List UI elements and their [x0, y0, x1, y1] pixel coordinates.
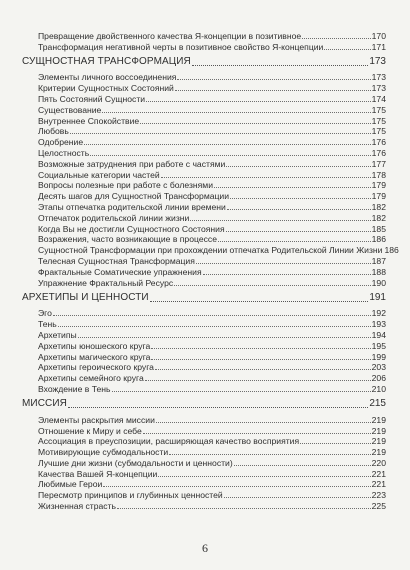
- entry-page-number: 175: [371, 115, 386, 126]
- entry-title: Одобрение: [38, 137, 84, 148]
- section-heading: [22, 290, 386, 304]
- entry-title: Критерии Сущностных Состояний: [38, 83, 174, 94]
- toc-entry: [22, 277, 386, 288]
- section-title: МИССИЯ: [22, 397, 67, 409]
- dot-leader: [230, 198, 371, 199]
- toc-entry: [22, 329, 386, 340]
- dot-leader: [226, 231, 371, 232]
- dot-leader: [140, 123, 370, 124]
- entry-title: Этапы отпечатка родительской линии времени: [38, 201, 226, 212]
- toc-entry: [22, 223, 386, 234]
- entry-title: Мотивирующие субмодальности: [38, 447, 169, 458]
- dot-leader: [300, 443, 371, 444]
- dot-leader: [103, 486, 370, 487]
- entry-title: Телесная Сущностная Трансформация: [38, 255, 195, 266]
- dot-leader: [155, 369, 371, 370]
- toc-entry: [22, 446, 386, 457]
- entry-title: Пересмотр принципов и глубинных ценностей: [38, 490, 223, 501]
- entry-page-number: 203: [371, 362, 386, 373]
- entry-title: Отпечаток родительской линии жизни: [38, 212, 190, 223]
- toc-entry: [22, 372, 386, 383]
- toc-entry: [22, 479, 386, 490]
- dot-leader: [190, 220, 370, 221]
- entry-page-number: 192: [371, 308, 386, 319]
- entry-page-number: 206: [371, 373, 386, 384]
- dot-leader: [151, 348, 370, 349]
- entry-title: Упражнение Фрактальный Ресурс: [38, 277, 174, 288]
- entry-title: Архетипы героического круга: [38, 362, 154, 373]
- toc-entry: [22, 468, 386, 479]
- dot-leader: [234, 465, 371, 466]
- entry-page-number: 187: [371, 255, 386, 266]
- toc-entry: [22, 115, 386, 126]
- dot-leader: [174, 285, 371, 286]
- entry-title: Возражения, часто возникающие в процессе: [38, 234, 217, 245]
- toc-entry: [22, 169, 386, 180]
- entry-page-number: 193: [371, 319, 386, 330]
- entry-page-number: 199: [371, 351, 386, 362]
- dot-leader: [192, 65, 368, 66]
- entry-title: Жизненная страсть: [38, 501, 117, 512]
- dot-leader: [227, 209, 371, 210]
- dot-leader: [156, 422, 371, 423]
- entry-page-number: 186: [384, 245, 399, 256]
- entry-title: Фрактальные Соматические упражнения: [38, 266, 202, 277]
- entry-page-number: 220: [371, 457, 386, 468]
- toc-entry: [22, 201, 386, 212]
- entry-title: Любовь: [38, 126, 69, 137]
- toc-entry: [22, 362, 386, 373]
- toc-entry: [22, 136, 386, 147]
- entry-page-number: 174: [371, 93, 386, 104]
- toc-entry: [22, 318, 386, 329]
- entry-page-number: 219: [371, 414, 386, 425]
- entry-page-number: 191: [369, 291, 386, 303]
- entry-title: Архетипы семейного круга: [38, 373, 144, 384]
- entry-title: Архетипы юношеского круга: [38, 340, 151, 351]
- toc-entry: [22, 234, 386, 245]
- entry-title: Эго: [38, 308, 52, 319]
- entry-title: Возможные затруднения при работе с частями: [38, 158, 226, 169]
- dot-leader: [151, 359, 370, 360]
- dot-leader: [324, 49, 370, 50]
- dot-leader: [78, 337, 371, 338]
- dot-leader: [112, 391, 371, 392]
- entry-title: Превращение двойственного качества Я-концепции в позитивное: [38, 30, 302, 41]
- entry-page-number: 195: [371, 340, 386, 351]
- entry-title: Архетипы магического круга: [38, 351, 151, 362]
- dot-leader: [158, 476, 370, 477]
- section-heading: [22, 54, 386, 68]
- toc-entry: [22, 457, 386, 468]
- toc-entry: [22, 212, 386, 223]
- entry-page-number: 223: [371, 490, 386, 501]
- dot-leader: [102, 112, 370, 113]
- toc-entry: [22, 266, 386, 277]
- toc-entry: [22, 147, 386, 158]
- dot-leader: [224, 497, 371, 498]
- section-title: СУЩНОСТНАЯ ТРАНСФОРМАЦИЯ: [22, 55, 191, 67]
- entry-page-number: 188: [371, 266, 386, 277]
- entry-title: Тень: [38, 319, 57, 330]
- entry-page-number: 221: [371, 479, 386, 490]
- entry-title: Трансформация негативной черты в позитивное свойство Я-концепции: [38, 41, 324, 52]
- toc-entry: [22, 180, 386, 191]
- dot-leader: [169, 454, 370, 455]
- entry-page-number: 173: [371, 83, 386, 94]
- dot-leader: [58, 326, 371, 327]
- dot-leader: [117, 508, 371, 509]
- toc-entry: [22, 414, 386, 425]
- entry-page-number: 175: [371, 126, 386, 137]
- toc-entry: [22, 425, 386, 436]
- entry-page-number: 170: [371, 30, 386, 41]
- entry-title: Пять Состояний Сущности: [38, 93, 146, 104]
- toc-entry: [22, 104, 386, 115]
- entry-page-number: 179: [371, 180, 386, 191]
- toc-entry: [22, 500, 386, 511]
- entry-title: Вопросы полезные при работе с болезнями: [38, 180, 214, 191]
- entry-title: Элементы личного воссоединения: [38, 72, 177, 83]
- entry-title: Ассоциация в преуспозиции, расширяющая качество восприятия: [38, 436, 300, 447]
- entry-page-number: 182: [371, 201, 386, 212]
- toc-entry: [22, 30, 386, 41]
- dot-leader: [150, 301, 369, 302]
- toc-entry: [22, 158, 386, 169]
- dot-leader: [302, 38, 370, 39]
- entry-page-number: 176: [371, 147, 386, 158]
- entry-title: Качества Вашей Я-концепции: [38, 468, 158, 479]
- section-title: АРХЕТИПЫ И ЦЕННОСТИ: [22, 291, 149, 303]
- entry-page-number: 210: [371, 383, 386, 394]
- entry-page-number: 178: [371, 169, 386, 180]
- toc-entry: [22, 41, 386, 52]
- dot-leader: [218, 241, 371, 242]
- entry-page-number: 173: [371, 72, 386, 83]
- entry-title: Целостность: [38, 147, 90, 158]
- dot-leader: [84, 144, 371, 145]
- entry-title: Элементы раскрытия миссии: [38, 414, 155, 425]
- dot-leader: [196, 263, 371, 264]
- entry-title: Сущностной Трансформации при прохождении отпечатка Родительской Линии Жизни: [38, 245, 383, 256]
- section-heading: [22, 396, 386, 410]
- dot-leader: [226, 166, 370, 167]
- entry-page-number: 176: [371, 137, 386, 148]
- dot-leader: [145, 380, 371, 381]
- dot-leader: [68, 407, 368, 408]
- toc-entry: [22, 72, 386, 83]
- toc-entry: [22, 244, 399, 256]
- entry-title: Вхождение в Тень: [38, 383, 111, 394]
- dot-leader: [175, 90, 371, 91]
- dot-leader: [177, 79, 370, 80]
- entry-page-number: 215: [369, 397, 386, 409]
- entry-page-number: 179: [371, 191, 386, 202]
- entry-page-number: 219: [371, 436, 386, 447]
- entry-page-number: 219: [371, 425, 386, 436]
- dot-leader: [161, 177, 371, 178]
- entry-title: Десять шагов для Сущностной Трансформации: [38, 191, 230, 202]
- entry-page-number: 171: [371, 41, 386, 52]
- entry-page-number: 225: [371, 501, 386, 512]
- entry-page-number: 194: [371, 329, 386, 340]
- toc-entry: [22, 255, 386, 266]
- entry-page-number: 186: [371, 234, 386, 245]
- table-of-contents: [22, 30, 399, 512]
- entry-page-number: 177: [371, 158, 386, 169]
- dot-leader: [214, 187, 371, 188]
- toc-entry: [22, 383, 386, 394]
- entry-title: Существование: [38, 104, 102, 115]
- toc-entry: [22, 436, 386, 447]
- entry-title: Когда Вы не достигли Сущностного Состояния: [38, 223, 225, 234]
- dot-leader: [203, 274, 371, 275]
- entry-title: Отношение к Миру и себе: [38, 425, 142, 436]
- page-number: 6: [202, 541, 208, 555]
- toc-entry: [22, 126, 386, 137]
- entry-page-number: 173: [369, 55, 386, 67]
- entry-page-number: 219: [371, 447, 386, 458]
- entry-title: Архетипы: [38, 329, 77, 340]
- toc-entry: [22, 190, 386, 201]
- entry-title: Любимые Герои: [38, 479, 103, 490]
- entry-page-number: 185: [371, 223, 386, 234]
- entry-title: Внутреннее Спокойствие: [38, 115, 140, 126]
- entry-page-number: 190: [371, 277, 386, 288]
- toc-entry: [22, 82, 386, 93]
- dot-leader: [146, 101, 371, 102]
- entry-page-number: 175: [371, 104, 386, 115]
- toc-entry: [22, 93, 386, 104]
- dot-leader: [70, 133, 371, 134]
- entry-page-number: 221: [371, 468, 386, 479]
- dot-leader: [53, 315, 371, 316]
- dot-leader: [90, 155, 370, 156]
- toc-entry: [22, 351, 386, 362]
- toc-entry: [22, 340, 386, 351]
- entry-title: Лучшие дни жизни (субмодальности и ценности): [38, 457, 233, 468]
- toc-entry: [22, 489, 386, 500]
- entry-page-number: 182: [371, 212, 386, 223]
- entry-title: Социальные категории частей: [38, 169, 160, 180]
- dot-leader: [143, 433, 371, 434]
- toc-entry: [22, 308, 386, 319]
